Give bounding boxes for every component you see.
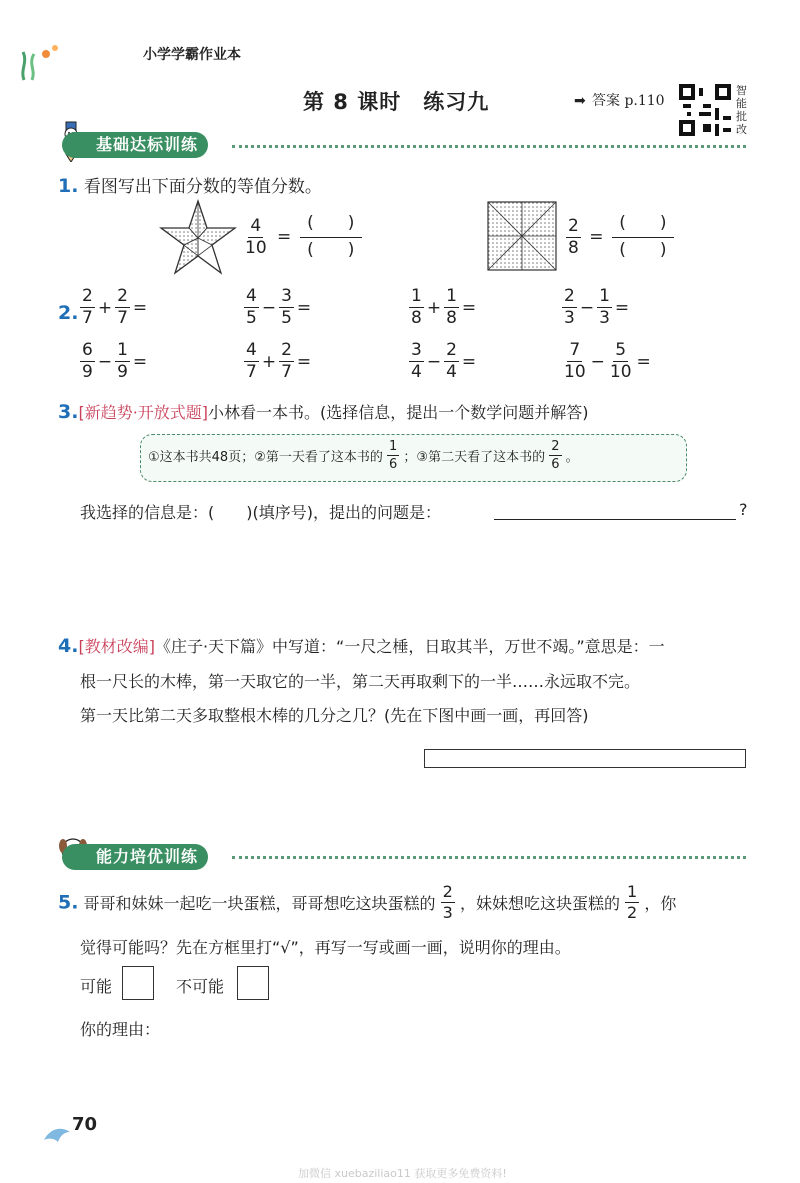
fraction-expression: $\frac{2}{3}$ − $\frac{1}{3}$ = <box>564 286 630 328</box>
question-3: 3.[新趋势·开放式题]小林看一本书。(选择信息，提出一个数学问题并解答) <box>58 401 589 423</box>
tag-textbook: [教材改编] <box>78 637 155 656</box>
answer-blank[interactable]: $\frac{( )}{( )}$ <box>300 214 362 260</box>
question-1 <box>58 172 322 197</box>
qr-code-icon[interactable] <box>679 84 731 136</box>
equals-answer-blank[interactable]: = <box>636 351 651 372</box>
equals-answer-blank[interactable]: = <box>296 351 312 372</box>
section-banner-basic: 基础达标训练 <box>62 132 208 158</box>
answer-prompt: 我选择的信息是：( )(填序号)，提出的问题是： <box>80 503 441 522</box>
option-possible-checkbox[interactable] <box>122 966 154 1000</box>
reason-label: 你的理由： <box>80 1020 161 1039</box>
equals-answer-blank[interactable]: = <box>132 297 148 318</box>
info-box-text: ①这本书共48页；②第一天看了这本书的 $\frac{1}{6}$ ；③第二天看了这本书的 $\frac{2}{6}$ 。 <box>148 439 579 472</box>
section-banner-advanced: 能力培优训练 <box>62 844 208 870</box>
option-possible-label: 可能 <box>80 977 113 996</box>
book-title: 小学学霸作业本 <box>143 47 241 63</box>
answer-line-input[interactable] <box>494 519 736 520</box>
fraction-expression: $\frac{6}{9}$ − $\frac{1}{9}$ = <box>82 340 148 382</box>
question-4: 4.[教材改编]《庄子·天下篇》中写道：“一尺之棰，日取其半，万世不竭。”意思是：一 <box>58 635 665 657</box>
question-mark: ? <box>739 500 748 519</box>
fraction-expression: $\frac{4}{7}$ + $\frac{2}{7}$ = <box>246 340 312 382</box>
fraction-expression: $\frac{3}{4}$ − $\frac{2}{4}$ = <box>411 340 477 382</box>
star-figure <box>158 198 238 278</box>
fraction-expression: $\frac{2}{7}$ + $\frac{2}{7}$ = <box>82 286 148 328</box>
equals-answer-blank[interactable]: = <box>461 351 477 372</box>
stick-drawing-box[interactable] <box>424 749 746 768</box>
square-grid-figure <box>487 201 557 271</box>
dolphin-icon <box>42 1124 72 1146</box>
section-divider <box>232 145 746 148</box>
option-impossible-checkbox[interactable] <box>237 966 269 1000</box>
tag-open-question: [新趋势·开放式题] <box>78 403 209 422</box>
question-number: 1. <box>58 175 79 197</box>
question-5-line-2: 觉得可能吗？先在方框里打“√”，再写一写或画一画，说明你的理由。 <box>80 938 571 957</box>
answer-reference[interactable]: 答案 p.110 <box>592 93 665 109</box>
equals-answer-blank[interactable]: = <box>296 297 312 318</box>
fraction-expression: $\frac{4}{5}$ − $\frac{3}{5}$ = <box>246 286 312 328</box>
section-divider <box>232 856 746 859</box>
question-5: 5. 哥哥和妹妹一起吃一块蛋糕，哥哥想吃这块蛋糕的 $\frac{2}{3}$ ，妹妹想吃这块蛋糕的 $\frac{1}{2}$ ，你 <box>58 882 677 922</box>
lesson-title: 第 8 课时 练习九 <box>303 90 490 114</box>
page-number: 70 <box>72 1114 98 1135</box>
seaweed-logo-icon <box>14 40 64 82</box>
answer-blank[interactable]: $\frac{( )}{( )}$ <box>612 214 674 260</box>
qr-side-label: 智能批改 <box>736 84 747 136</box>
equals-answer-blank[interactable]: = <box>614 297 630 318</box>
question-number: 2. <box>58 302 79 324</box>
fraction-expression: $\frac{7}{10}$ − $\frac{5}{10}$ = <box>564 340 651 382</box>
watermark: 加微信 xuebaziliao11 获取更多免费资料! <box>298 1167 507 1180</box>
fraction-expression: $\frac{1}{8}$ + $\frac{1}{8}$ = <box>411 286 477 328</box>
equivalent-fraction-a: $\frac{4}{10}$ = $\frac{( )}{( )}$ <box>243 214 362 260</box>
equals-answer-blank[interactable]: = <box>461 297 477 318</box>
arrow-right-icon: ➡ <box>574 93 586 109</box>
question-4-line-3: 第一天比第二天多取整根木棒的几分之几？(先在下图中画一画，再回答) <box>80 706 589 725</box>
equals-answer-blank[interactable]: = <box>132 351 148 372</box>
equivalent-fraction-b: $\frac{2}{8}$ = $\frac{( )}{( )}$ <box>566 214 674 260</box>
question-text: 看图写出下面分数的等值分数。 <box>83 177 322 197</box>
option-impossible-label: 不可能 <box>176 977 225 996</box>
question-4-line-2: 根一尺长的木棒，第一天取它的一半，第二天再取剩下的一半……永远取不完。 <box>80 672 641 691</box>
